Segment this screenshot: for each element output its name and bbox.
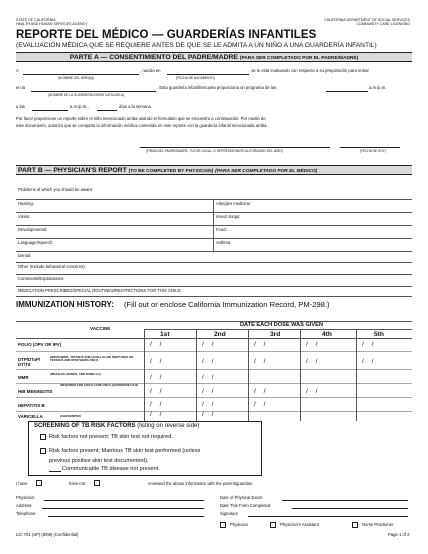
- dose-date-field[interactable]: / /: [202, 411, 217, 418]
- physician-role-checkbox[interactable]: [220, 522, 226, 528]
- school-name-field[interactable]: [31, 91, 156, 92]
- vision-label: Vision:: [18, 214, 31, 219]
- allergies-label: Allergies medicine:: [216, 201, 252, 206]
- dose-date-field[interactable]: / /: [254, 358, 269, 365]
- dose-3rd: 3rd: [270, 331, 281, 338]
- part-b-heading: [16, 165, 412, 175]
- vaccine-mmr-note: (MEASLES, MUMPS, AND RUBELLA): [50, 372, 101, 376]
- nurse-role-checkbox[interactable]: [352, 522, 358, 528]
- part-a-subtitle: (PARA SER COMPLETADO POR EL PADRE/MADRE): [239, 56, 359, 61]
- tb-heading-sub: (listing on reverse side): [137, 423, 200, 429]
- department-line: CALIFORNIA DEPARTMENT OF SOCIAL SERVICES: [324, 18, 410, 22]
- line1-a: A: [16, 68, 19, 73]
- date-exam-label: Date of Physical Exam:: [220, 495, 264, 500]
- have-checkbox[interactable]: [36, 480, 42, 486]
- state-line: STATE OF CALIFORNIA: [16, 18, 56, 22]
- column-divider: [196, 329, 197, 421]
- today-date-field[interactable]: [340, 147, 400, 148]
- table-header-border: [16, 338, 412, 339]
- line2-ampm: a.m./p.m.: [369, 85, 387, 90]
- asthma-label: Asthma:: [216, 240, 232, 245]
- form-title: REPORTE DEL MÉDICO — GUARDERÍAS INFANTILES: [16, 29, 317, 41]
- line2-en-la: en la: [16, 85, 26, 90]
- row-divider: [16, 397, 412, 398]
- telephone-label: Telephone:: [16, 511, 37, 516]
- state-agency-header: [16, 18, 88, 26]
- dates-header-rule: [144, 329, 412, 330]
- divider: [16, 262, 412, 263]
- dose-date-field[interactable]: / /: [306, 388, 321, 395]
- today-date-caption: (FECHA DE HOY): [360, 149, 386, 153]
- dose-date-field[interactable]: / /: [254, 388, 269, 395]
- tb-heading-title: SCREENING OF TB RISK FACTORS: [34, 423, 136, 429]
- divider: [16, 225, 412, 226]
- physician-label: Physician:: [16, 495, 36, 500]
- comments-label: Comments/Explanations:: [18, 276, 65, 281]
- dose-date-field[interactable]: / /: [254, 401, 269, 408]
- divider: [16, 251, 412, 252]
- line2-program: . Esta guardería infantil/escuela proporciona un programa de las: [157, 85, 277, 90]
- developmental-label: Developmental:: [18, 227, 48, 232]
- dose-date-field[interactable]: / /: [202, 341, 217, 348]
- program-end-field[interactable]: [32, 110, 68, 111]
- tb-communicable-field[interactable]: [49, 471, 61, 472]
- insect-stings-label: Insect stings:: [216, 214, 241, 219]
- vaccine-hib-note: (REQUIRED FOR CHILD CARE ONLY) (HAEMOPHILUS B): [60, 383, 139, 387]
- dose-date-field[interactable]: / /: [254, 341, 269, 348]
- agency-line: HEALTH AND HUMAN SERVICES AGENCY: [16, 22, 88, 27]
- telephone-field[interactable]: [48, 516, 204, 517]
- dose-date-field[interactable]: / /: [150, 401, 165, 408]
- divider: [16, 286, 412, 287]
- medication-label: MEDICATION PRESCRIBED/SPECIAL ROUTINES/RESTRICTIONS FOR THIS CHILD:: [18, 288, 182, 293]
- form-subtitle: (EVALUACIÓN MÉDICA QUE SE REQUIERE ANTES DE QUE SE LE ADMITA A UN NIÑO A UNA GUARDERÍA INFANTIL): [16, 42, 377, 49]
- part-a-title: PARTE A — CONSENTIMIENTO DEL PADRE/MADRE: [69, 54, 238, 61]
- dose-2nd: 2nd: [214, 331, 226, 338]
- dose-date-field[interactable]: / /: [150, 411, 165, 418]
- divider: [16, 212, 412, 213]
- dose-date-field[interactable]: / /: [202, 401, 217, 408]
- birth-date-caption: (FECHA DE NACIMIENTO): [176, 76, 215, 80]
- child-name-field[interactable]: [23, 74, 139, 75]
- dates-header: DATE EACH DOSE WAS GIVEN: [240, 322, 323, 328]
- line1-evaluation: , se le está evaluando con respecto a su preparación para entrar: [249, 68, 369, 73]
- tb-heading: [34, 423, 199, 430]
- tb-not-present-checkbox[interactable]: [40, 434, 46, 440]
- physician-field[interactable]: [44, 500, 204, 501]
- dose-date-field[interactable]: / /: [362, 341, 377, 348]
- nurse-role-label: Nurse Practioner: [362, 522, 394, 527]
- column-divider: [248, 329, 249, 421]
- language-label: Language/Speech:: [18, 240, 54, 245]
- vaccine-varicella-note: (CHICKENPOX): [60, 414, 82, 418]
- department-header: [324, 18, 410, 26]
- i-have-label: I have: [16, 481, 28, 486]
- program-start-field[interactable]: [326, 91, 368, 92]
- line3-ampm: a.m./p.m.,: [70, 104, 89, 109]
- part-a-heading: [16, 52, 412, 62]
- signature-field[interactable]: [248, 516, 408, 517]
- problems-label: Problems of which you should be aware:: [18, 187, 94, 192]
- vaccine-mmr: MMR: [18, 375, 29, 380]
- dose-date-field[interactable]: / /: [202, 388, 217, 395]
- vaccine-dtp: DTP/DTaP/: [18, 357, 41, 362]
- dose-date-field[interactable]: / /: [150, 341, 165, 348]
- line1-born: , nacido en: [140, 68, 161, 73]
- licensing-line: COMMUNITY CARE LICENSING: [356, 22, 410, 27]
- dose-date-field[interactable]: / /: [150, 374, 165, 381]
- vaccine-dtp-note: (DIPHTHERIA, TETANUS AND (ACELLULAR) PERTUSSIS OR TETANUS AND DIPHTHERIA ONLY): [50, 355, 134, 363]
- divider: [16, 238, 412, 239]
- tb-present-label-2: previous positive skin test documented).: [49, 458, 149, 464]
- days-per-week-field[interactable]: [97, 110, 117, 111]
- dose-date-field[interactable]: / /: [202, 358, 217, 365]
- have-not-checkbox[interactable]: [94, 480, 100, 486]
- date-completed-label: Date This Form Completed:: [220, 503, 272, 508]
- signature-label: Signature: [220, 511, 238, 516]
- vaccine-header: VACCINE: [90, 326, 111, 331]
- dental-label: Dental:: [18, 253, 32, 258]
- form-id: LIC 701 (SP) (8/08) (Confidential): [16, 532, 79, 537]
- column-divider: [213, 199, 214, 251]
- divider: [16, 274, 412, 275]
- tb-not-present-label: Risk factors not present; TB skin test not required.: [49, 434, 173, 440]
- food-label: Food:: [216, 227, 227, 232]
- birth-date-field[interactable]: [167, 74, 249, 75]
- column-divider: [144, 329, 145, 421]
- line3-a-las: a las: [16, 104, 25, 109]
- address-label: Address:: [16, 503, 33, 508]
- vaccine-hib: HIB MENINGITIS: [18, 389, 53, 394]
- reviewed-label: reviewed the above information with the parent/guardian.: [148, 481, 254, 486]
- part-b-subtitle: (TO BE COMPLETED BY PHYSICIAN): [128, 169, 214, 174]
- child-name-caption: (NOMBRE DEL NIÑO(A)): [58, 76, 95, 80]
- parent-signature-caption: (FIRMA DEL PADRE/MADRE, TUTOR LEGAL, O REPRESENTANTE AUTORIZADO DEL NIÑO): [146, 149, 283, 153]
- part-b-title: PART B — PHYSICIAN'S REPORT: [18, 167, 127, 174]
- dose-4th: 4th: [322, 331, 332, 338]
- consent-paragraph-line2: este documento, autorizo que se comparta la información médica contenida en este reporte con la guardería infantil mencionada arriba.: [16, 123, 268, 128]
- row-divider: [16, 351, 412, 352]
- tb-present-checkbox[interactable]: [40, 448, 46, 454]
- date-completed-field[interactable]: [292, 508, 408, 509]
- column-divider: [356, 329, 357, 421]
- other-label: Other (Include behavioral concerns):: [18, 264, 86, 269]
- page-number: Page 1 of 2: [388, 532, 410, 537]
- line3-days: días a la semana.: [119, 104, 153, 109]
- part-b-subtitle-es: (PARA SER COMPLETADO POR EL MÉDICO): [215, 169, 318, 174]
- table-top-border: [16, 321, 412, 322]
- assistant-role-checkbox[interactable]: [270, 522, 276, 528]
- dose-date-field[interactable]: / /: [306, 358, 321, 365]
- dose-date-field[interactable]: / /: [150, 358, 165, 365]
- parent-signature-field[interactable]: [140, 147, 330, 148]
- vaccine-hepatitis-b: HEPATITIS B: [18, 403, 45, 408]
- vaccine-varicella: VARICELLA: [18, 414, 43, 419]
- divider: [16, 199, 412, 200]
- tb-present-label: Risk factors present; Mantoux TB skin test performed (unless: [49, 448, 201, 454]
- column-divider: [300, 329, 301, 421]
- dose-1st: 1st: [160, 331, 170, 338]
- physician-role-label: Physician: [230, 522, 248, 527]
- address-field[interactable]: [42, 508, 204, 509]
- vaccine-dt: DT/Td: [18, 362, 31, 367]
- dose-date-field[interactable]: / /: [306, 341, 321, 348]
- dose-5th: 5th: [374, 331, 384, 338]
- immunization-instruction: (Fill out or enclose California Immunization Record, PM-298.): [124, 300, 330, 309]
- dose-date-field[interactable]: / /: [362, 358, 377, 365]
- row-divider: [16, 369, 412, 370]
- vaccine-polio: POLIO (OPV OR IPV): [18, 342, 62, 347]
- dose-date-field[interactable]: / /: [150, 388, 165, 395]
- date-exam-field[interactable]: [282, 500, 408, 501]
- tb-communicable-label: Communicable TB disease not present.: [62, 466, 160, 472]
- assistant-role-label: Physician's Assistant: [280, 522, 319, 527]
- hearing-label: Hearing:: [18, 201, 34, 206]
- dose-date-field[interactable]: / /: [202, 374, 217, 381]
- divider: [16, 296, 412, 297]
- consent-paragraph-line1: Por favor proporcione un reporte sobre el niño mencionado arriba usando el formulario que se encuentra a continuación. Por medio de: [16, 116, 266, 121]
- immunization-heading: IMMUNIZATION HISTORY:: [16, 300, 114, 309]
- have-not-label: have not: [69, 481, 86, 486]
- school-name-caption: (NOMBRE DE LA GUARDERÍA INFANTIL/ESCUELA): [48, 93, 125, 97]
